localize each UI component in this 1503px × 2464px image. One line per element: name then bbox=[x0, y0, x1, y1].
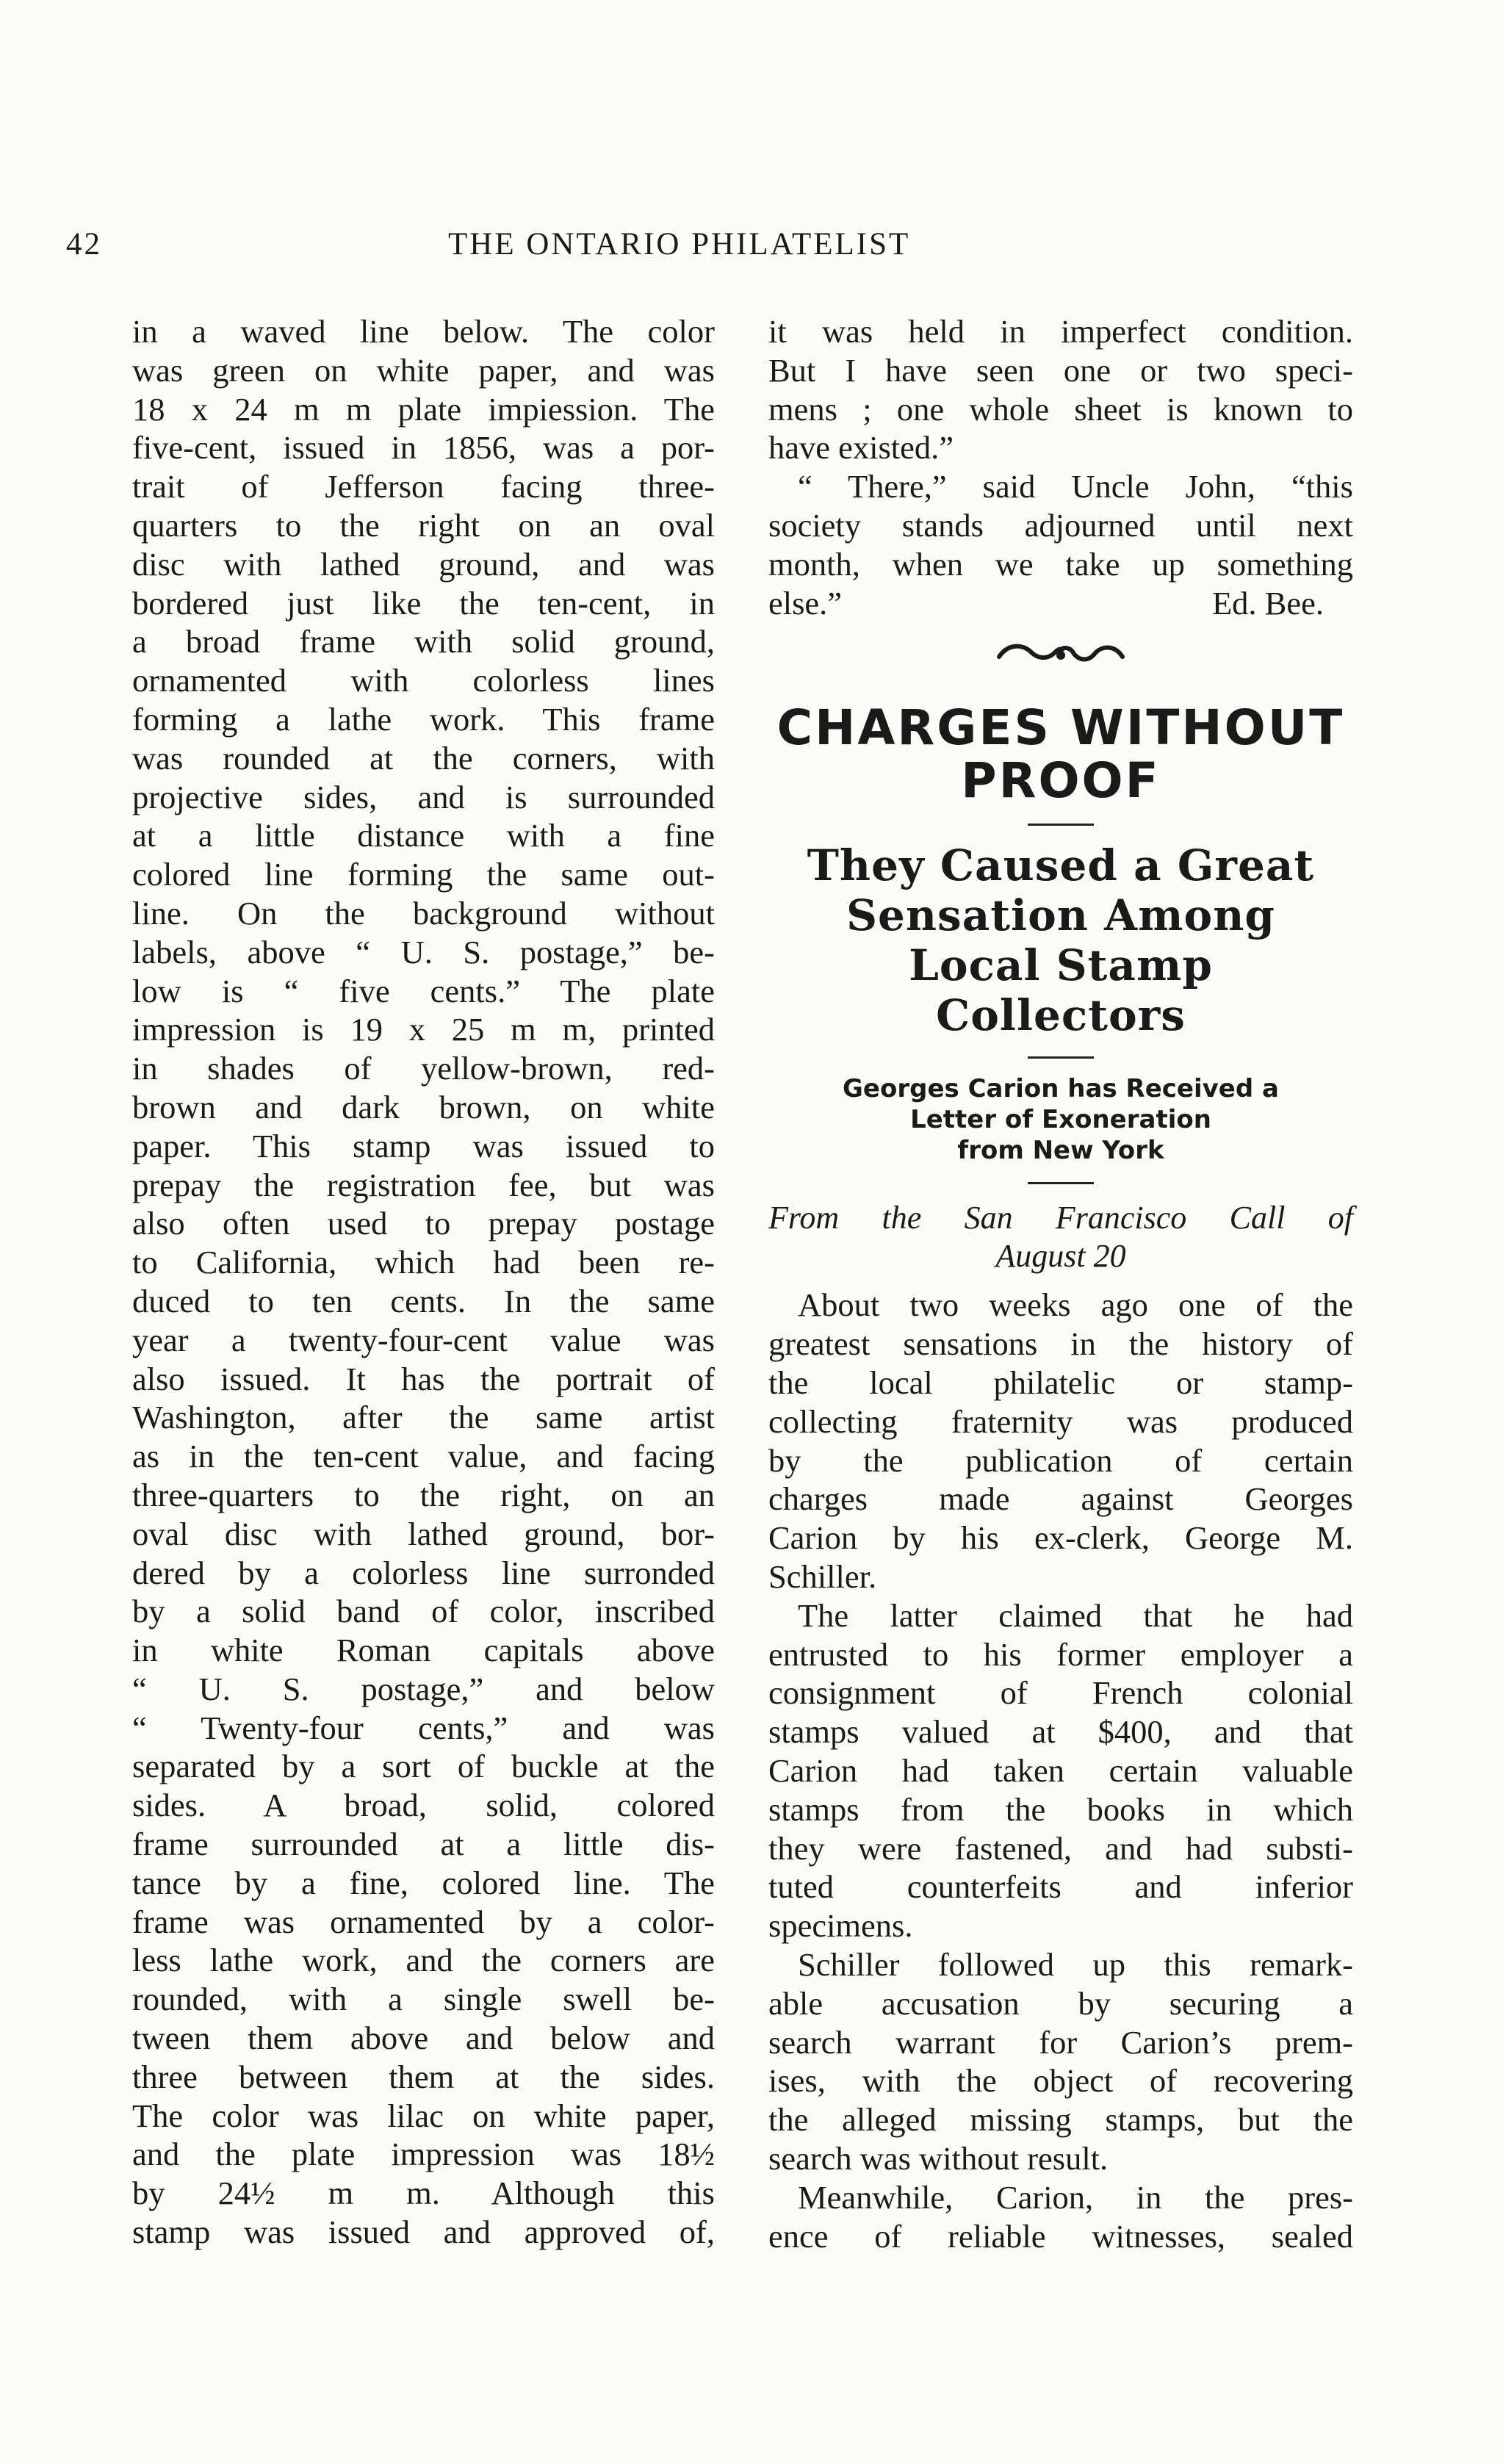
text-line: separated by a sort of buckle at the bbox=[132, 1748, 715, 1785]
text-line: ises, with the object of recovering bbox=[768, 2062, 1353, 2100]
text-line: dered by a colorless line surronded bbox=[132, 1554, 715, 1591]
text-line: oval disc with lathed ground, bor- bbox=[132, 1515, 715, 1552]
text-line: they were fastened, and had substi- bbox=[768, 1829, 1353, 1867]
text-line: a broad frame with solid ground, bbox=[132, 623, 715, 660]
signoff-line bbox=[768, 584, 1353, 623]
text-line: search was without result. bbox=[768, 2139, 1109, 2177]
text-line: charges made against Georges bbox=[768, 1480, 1353, 1518]
editor-signature: Ed. Bee. bbox=[1212, 584, 1324, 622]
subheadline-line: Sensation Among bbox=[846, 890, 1275, 941]
closing-word: else.” bbox=[768, 584, 843, 622]
text-line: labels, above “ U. S. postage,” be- bbox=[132, 933, 715, 970]
text-line: brown and dark brown, on white bbox=[132, 1088, 715, 1125]
text-line: ence of reliable witnesses, sealed bbox=[768, 2217, 1353, 2255]
source-credit bbox=[768, 1199, 1353, 1275]
text-line: by 24½ m m. Although this bbox=[132, 2175, 715, 2212]
text-line: in a waved line below. The color bbox=[132, 313, 715, 350]
page-header bbox=[66, 220, 1374, 272]
text-line: sides. A broad, solid, colored bbox=[132, 1787, 715, 1824]
text-line: stamp was issued and approved of, bbox=[132, 2213, 715, 2251]
deck-line: Letter of Exoneration bbox=[910, 1105, 1211, 1135]
left-column bbox=[132, 312, 715, 2252]
text-line: three between them at the sides. bbox=[132, 2058, 715, 2095]
text-line: by the publication of certain bbox=[768, 1441, 1353, 1479]
text-line: consignment of French colonial bbox=[768, 1674, 1353, 1712]
text-line: trait of Jefferson facing three- bbox=[132, 468, 715, 505]
text-line: Meanwhile, Carion, in the pres- bbox=[798, 2178, 1353, 2216]
text-line: tuted counterfeits and inferior bbox=[768, 1868, 1353, 1906]
body-paragraph bbox=[768, 2178, 1353, 2256]
text-line: rounded, with a single swell be- bbox=[132, 1981, 715, 2018]
text-line: 18 x 24 m m plate impiession. The bbox=[132, 390, 715, 428]
text-line: five-cent, issued in 1856, was a por- bbox=[132, 429, 715, 466]
text-line: The latter claimed that he had bbox=[798, 1596, 1353, 1634]
text-line: and the plate impression was 18½ bbox=[132, 2136, 715, 2173]
text-line: search warrant for Carion’s prem- bbox=[768, 2023, 1353, 2061]
source-line: August 20 bbox=[995, 1238, 1126, 1275]
text-line: Carion had taken certain valuable bbox=[768, 1751, 1353, 1789]
body-paragraph bbox=[768, 1286, 1353, 1596]
left-paragraph bbox=[132, 312, 715, 2252]
text-line: was green on white paper, and was bbox=[132, 351, 715, 389]
text-line: year a twenty-four-cent value was bbox=[132, 1321, 715, 1358]
text-line: month, when we take up something bbox=[768, 545, 1353, 583]
previous-article-ending bbox=[768, 312, 1353, 622]
text-line: less lathe work, and the corners are bbox=[132, 1942, 715, 1979]
text-line: Schiller. bbox=[768, 1557, 877, 1595]
text-line: Washington, after the same artist bbox=[132, 1399, 715, 1436]
headline-line: CHARGES WITHOUT bbox=[776, 699, 1345, 757]
text-line: bordered just like the ten-cent, in bbox=[132, 584, 715, 622]
text-line: frame surrounded at a little dis- bbox=[132, 1826, 715, 1863]
text-line: also issued. It has the portrait of bbox=[132, 1360, 715, 1397]
text-line: specimens. bbox=[768, 1907, 913, 1945]
text-line: Schiller followed up this remark- bbox=[798, 1945, 1353, 1983]
text-line: stamps valued at $400, and that bbox=[768, 1713, 1353, 1751]
text-line: in shades of yellow-brown, red- bbox=[132, 1050, 715, 1087]
text-line: impression is 19 x 25 m m, printed bbox=[132, 1011, 715, 1048]
text-line: “ U. S. postage,” and below bbox=[132, 1670, 715, 1707]
text-line: prepay the registration fee, but was bbox=[132, 1166, 715, 1203]
text-line: by a solid band of color, inscribed bbox=[132, 1593, 715, 1630]
headline bbox=[768, 699, 1353, 810]
text-line: “ Twenty-four cents,” and was bbox=[132, 1709, 715, 1746]
text-line: duced to ten cents. In the same bbox=[132, 1282, 715, 1319]
deck bbox=[768, 1073, 1353, 1166]
text-line: able accusation by securing a bbox=[768, 1984, 1353, 2022]
text-line: the local philatelic or stamp- bbox=[768, 1364, 1353, 1401]
text-line: forming a lathe work. This frame bbox=[132, 700, 715, 738]
right-column bbox=[768, 312, 1353, 2255]
subheadline-line: They Caused a Great bbox=[807, 840, 1315, 891]
text-line: colored line forming the same out- bbox=[132, 856, 715, 893]
text-line: ornamented with colorless lines bbox=[132, 662, 715, 699]
text-line: line. On the background without bbox=[132, 894, 715, 932]
text-line: society stands adjourned until next bbox=[768, 506, 1353, 544]
body-paragraph bbox=[768, 1596, 1353, 1945]
text-line: was rounded at the corners, with bbox=[132, 739, 715, 777]
text-line: But I have seen one or two speci- bbox=[768, 351, 1353, 389]
deck-line: Georges Carion has Received a bbox=[843, 1074, 1279, 1104]
subheadline-line: Local Stamp bbox=[909, 940, 1213, 991]
text-line: projective sides, and is surrounded bbox=[132, 778, 715, 815]
source-line: From the San Francisco Call of bbox=[768, 1200, 1353, 1236]
divider-rule bbox=[1028, 824, 1094, 826]
text-line: at a little distance with a fine bbox=[132, 817, 715, 854]
text-line: have existed.” bbox=[768, 429, 954, 466]
deck-line: from New York bbox=[957, 1136, 1164, 1166]
subheadline bbox=[768, 840, 1353, 1040]
text-line: also often used to prepay postage bbox=[132, 1205, 715, 1242]
ornament-divider bbox=[768, 622, 1353, 697]
text-line: quarters to the right on an oval bbox=[132, 506, 715, 544]
text-line: stamps from the books in which bbox=[768, 1790, 1353, 1828]
text-line: About two weeks ago one of the bbox=[798, 1286, 1353, 1324]
text-line: three-quarters to the right, on an bbox=[132, 1476, 715, 1513]
text-line: entrusted to his former employer a bbox=[768, 1635, 1353, 1673]
ornament-graphic bbox=[995, 639, 1127, 669]
text-line: in white Roman capitals above bbox=[132, 1632, 715, 1669]
text-line: frame was ornamented by a color- bbox=[132, 1903, 715, 1940]
text-line: greatest sensations in the history of bbox=[768, 1325, 1353, 1363]
text-line: “ There,” said Uncle John, “this bbox=[798, 468, 1353, 505]
headline-line: PROOF bbox=[961, 752, 1161, 810]
text-line: low is “ five cents.” The plate bbox=[132, 972, 715, 1009]
text-line: Carion by his ex-clerk, George M. bbox=[768, 1519, 1353, 1557]
divider-rule bbox=[1028, 1182, 1094, 1184]
subheadline-line: Collectors bbox=[936, 990, 1186, 1041]
divider-rule bbox=[1028, 1056, 1094, 1059]
text-line: as in the ten-cent value, and facing bbox=[132, 1438, 715, 1475]
page-number: 42 bbox=[66, 227, 102, 262]
text-line: the alleged missing stamps, but the bbox=[768, 2101, 1353, 2139]
journal-title: THE ONTARIO PHILATELIST bbox=[448, 227, 911, 262]
text-line: tance by a fine, colored line. The bbox=[132, 1864, 715, 1901]
text-line: to California, which had been re- bbox=[132, 1244, 715, 1281]
text-line: tween them above and below and bbox=[132, 2020, 715, 2057]
text-line: mens ; one whole sheet is known to bbox=[768, 390, 1353, 428]
text-line: it was held in imperfect condition. bbox=[768, 313, 1353, 350]
text-line: The color was lilac on white paper, bbox=[132, 2097, 715, 2134]
text-line: collecting fraternity was produced bbox=[768, 1402, 1353, 1440]
body-paragraph bbox=[768, 1945, 1353, 2178]
text-line: disc with lathed ground, and was bbox=[132, 545, 715, 583]
text-line: paper. This stamp was issued to bbox=[132, 1127, 715, 1164]
